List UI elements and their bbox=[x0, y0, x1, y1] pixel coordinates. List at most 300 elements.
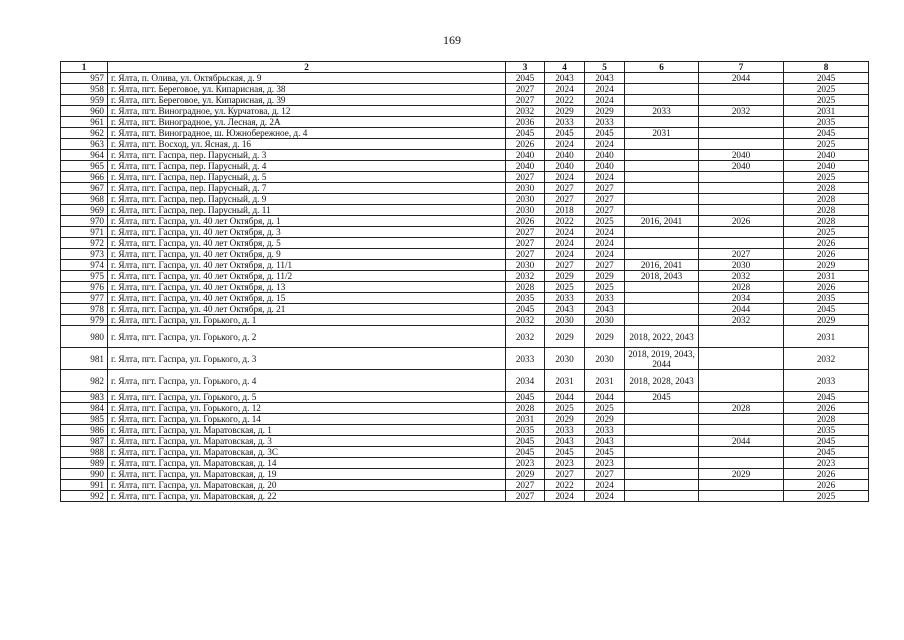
col8-cell: 2026 bbox=[784, 469, 869, 480]
col6-cell bbox=[625, 447, 699, 458]
row-number: 959 bbox=[61, 95, 108, 106]
row-number: 967 bbox=[61, 183, 108, 194]
row-number: 969 bbox=[61, 205, 108, 216]
col7-cell bbox=[699, 205, 784, 216]
address-cell: г. Ялта, пгт. Гаспра, ул. Горького, д. 5 bbox=[108, 392, 506, 403]
col3-cell: 2028 bbox=[506, 403, 545, 414]
col3-cell: 2036 bbox=[506, 117, 545, 128]
table-row bbox=[61, 392, 869, 403]
col3-cell: 2030 bbox=[506, 260, 545, 271]
col6-cell: 2033 bbox=[625, 106, 699, 117]
col3-cell: 2045 bbox=[506, 73, 545, 84]
table-row bbox=[61, 161, 869, 172]
address-cell: г. Ялта, пгт. Восход, ул. Ясная, д. 16 bbox=[108, 139, 506, 150]
table-row bbox=[61, 249, 869, 260]
col7-cell bbox=[699, 414, 784, 425]
column-header: 3 bbox=[506, 62, 545, 73]
col4-cell: 2027 bbox=[545, 194, 585, 205]
col8-cell: 2032 bbox=[784, 348, 869, 370]
col5-cell: 2027 bbox=[585, 183, 625, 194]
row-number: 971 bbox=[61, 227, 108, 238]
col5-cell: 2027 bbox=[585, 205, 625, 216]
col4-cell: 2043 bbox=[545, 73, 585, 84]
col5-cell: 2040 bbox=[585, 150, 625, 161]
col5-cell: 2029 bbox=[585, 414, 625, 425]
col4-cell: 2029 bbox=[545, 326, 585, 348]
table-row bbox=[61, 260, 869, 271]
address-cell: г. Ялта, пгт. Гаспра, ул. 40 лет Октября, д. 5 bbox=[108, 238, 506, 249]
col8-cell: 2026 bbox=[784, 282, 869, 293]
col8-cell: 2040 bbox=[784, 150, 869, 161]
table-row bbox=[61, 436, 869, 447]
col8-cell: 2035 bbox=[784, 425, 869, 436]
col5-cell: 2024 bbox=[585, 491, 625, 502]
col5-cell: 2045 bbox=[585, 128, 625, 139]
row-number: 957 bbox=[61, 73, 108, 84]
address-cell: г. Ялта, пгт. Гаспра, пер. Парусный, д. 9 bbox=[108, 194, 506, 205]
col8-cell: 2031 bbox=[784, 106, 869, 117]
row-number: 987 bbox=[61, 436, 108, 447]
col7-cell: 2032 bbox=[699, 271, 784, 282]
col3-cell: 2030 bbox=[506, 194, 545, 205]
col5-cell: 2043 bbox=[585, 73, 625, 84]
address-cell: г. Ялта, пгт. Гаспра, ул. 40 лет Октября, д. 15 bbox=[108, 293, 506, 304]
row-number: 983 bbox=[61, 392, 108, 403]
col3-cell: 2045 bbox=[506, 436, 545, 447]
column-header: 1 bbox=[61, 62, 108, 73]
row-number: 989 bbox=[61, 458, 108, 469]
table-row bbox=[61, 238, 869, 249]
table-row bbox=[61, 205, 869, 216]
col7-cell: 2032 bbox=[699, 315, 784, 326]
table-row bbox=[61, 425, 869, 436]
col6-cell: 2018, 2019, 2043, 2044 bbox=[625, 348, 699, 370]
col7-cell bbox=[699, 238, 784, 249]
row-number: 968 bbox=[61, 194, 108, 205]
col8-cell: 2028 bbox=[784, 414, 869, 425]
col6-cell bbox=[625, 282, 699, 293]
col4-cell: 2024 bbox=[545, 172, 585, 183]
col5-cell: 2033 bbox=[585, 117, 625, 128]
col6-cell: 2018, 2022, 2043 bbox=[625, 326, 699, 348]
row-number: 975 bbox=[61, 271, 108, 282]
col4-cell: 2022 bbox=[545, 216, 585, 227]
col4-cell: 2043 bbox=[545, 304, 585, 315]
address-cell: г. Ялта, пгт. Береговое, ул. Кипарисная, д. 38 bbox=[108, 84, 506, 95]
col7-cell bbox=[699, 183, 784, 194]
col4-cell: 2024 bbox=[545, 227, 585, 238]
col4-cell: 2024 bbox=[545, 491, 585, 502]
column-header: 4 bbox=[545, 62, 585, 73]
col4-cell: 2045 bbox=[545, 128, 585, 139]
col7-cell: 2044 bbox=[699, 304, 784, 315]
col6-cell: 2016, 2041 bbox=[625, 260, 699, 271]
col8-cell: 2026 bbox=[784, 238, 869, 249]
col3-cell: 2027 bbox=[506, 227, 545, 238]
col7-cell bbox=[699, 128, 784, 139]
table-row bbox=[61, 414, 869, 425]
col3-cell: 2027 bbox=[506, 491, 545, 502]
col5-cell: 2023 bbox=[585, 458, 625, 469]
col4-cell: 2024 bbox=[545, 139, 585, 150]
col4-cell: 2040 bbox=[545, 161, 585, 172]
col8-cell: 2035 bbox=[784, 117, 869, 128]
col3-cell: 2045 bbox=[506, 392, 545, 403]
col4-cell: 2027 bbox=[545, 469, 585, 480]
table-row bbox=[61, 403, 869, 414]
table-row bbox=[61, 183, 869, 194]
col4-cell: 2033 bbox=[545, 425, 585, 436]
col7-cell: 2026 bbox=[699, 216, 784, 227]
col3-cell: 2035 bbox=[506, 425, 545, 436]
row-number: 980 bbox=[61, 326, 108, 348]
col3-cell: 2026 bbox=[506, 139, 545, 150]
table-row bbox=[61, 106, 869, 117]
table-row bbox=[61, 172, 869, 183]
col8-cell: 2025 bbox=[784, 84, 869, 95]
col8-cell: 2028 bbox=[784, 205, 869, 216]
table-row bbox=[61, 348, 869, 370]
col5-cell: 2031 bbox=[585, 370, 625, 392]
col5-cell: 2030 bbox=[585, 315, 625, 326]
col3-cell: 2045 bbox=[506, 447, 545, 458]
row-number: 976 bbox=[61, 282, 108, 293]
column-header: 2 bbox=[108, 62, 506, 73]
col8-cell: 2026 bbox=[784, 403, 869, 414]
col5-cell: 2029 bbox=[585, 271, 625, 282]
col5-cell: 2043 bbox=[585, 304, 625, 315]
col4-cell: 2045 bbox=[545, 447, 585, 458]
col6-cell bbox=[625, 425, 699, 436]
column-header: 5 bbox=[585, 62, 625, 73]
table-row bbox=[61, 469, 869, 480]
address-cell: г. Ялта, пгт. Гаспра, ул. 40 лет Октября, д. 11/1 bbox=[108, 260, 506, 271]
col5-cell: 2043 bbox=[585, 436, 625, 447]
table-row bbox=[61, 491, 869, 502]
col6-cell bbox=[625, 150, 699, 161]
col8-cell: 2045 bbox=[784, 436, 869, 447]
col6-cell bbox=[625, 480, 699, 491]
col6-cell bbox=[625, 304, 699, 315]
col3-cell: 2032 bbox=[506, 315, 545, 326]
table-row bbox=[61, 117, 869, 128]
col8-cell: 2040 bbox=[784, 161, 869, 172]
col5-cell: 2024 bbox=[585, 172, 625, 183]
col7-cell bbox=[699, 227, 784, 238]
col4-cell: 2033 bbox=[545, 293, 585, 304]
col5-cell: 2024 bbox=[585, 139, 625, 150]
address-cell: г. Ялта, пгт. Гаспра, ул. 40 лет Октября, д. 1 bbox=[108, 216, 506, 227]
col7-cell: 2040 bbox=[699, 161, 784, 172]
col5-cell: 2024 bbox=[585, 249, 625, 260]
address-cell: г. Ялта, пгт. Гаспра, ул. 40 лет Октября, д. 13 bbox=[108, 282, 506, 293]
col8-cell: 2023 bbox=[784, 458, 869, 469]
col4-cell: 2025 bbox=[545, 403, 585, 414]
col3-cell: 2027 bbox=[506, 480, 545, 491]
table-row bbox=[61, 194, 869, 205]
col3-cell: 2023 bbox=[506, 458, 545, 469]
col7-cell bbox=[699, 458, 784, 469]
col4-cell: 2018 bbox=[545, 205, 585, 216]
col6-cell bbox=[625, 161, 699, 172]
col7-cell: 2032 bbox=[699, 106, 784, 117]
col7-cell: 2030 bbox=[699, 260, 784, 271]
row-number: 960 bbox=[61, 106, 108, 117]
col3-cell: 2032 bbox=[506, 326, 545, 348]
col7-cell: 2044 bbox=[699, 436, 784, 447]
col3-cell: 2027 bbox=[506, 238, 545, 249]
col4-cell: 2027 bbox=[545, 260, 585, 271]
address-cell: г. Ялта, пгт. Гаспра, ул. 40 лет Октября, д. 3 bbox=[108, 227, 506, 238]
col7-cell: 2027 bbox=[699, 249, 784, 260]
col8-cell: 2045 bbox=[784, 128, 869, 139]
col5-cell: 2024 bbox=[585, 480, 625, 491]
row-number: 970 bbox=[61, 216, 108, 227]
col3-cell: 2027 bbox=[506, 172, 545, 183]
col3-cell: 2035 bbox=[506, 293, 545, 304]
registry-table bbox=[60, 61, 869, 502]
col3-cell: 2033 bbox=[506, 348, 545, 370]
col8-cell: 2025 bbox=[784, 172, 869, 183]
address-cell: г. Ялта, пгт. Гаспра, пер. Парусный, д. 11 bbox=[108, 205, 506, 216]
address-cell: г. Ялта, пгт. Виноградное, ул. Курчатова, д. 12 bbox=[108, 106, 506, 117]
row-number: 978 bbox=[61, 304, 108, 315]
col4-cell: 2029 bbox=[545, 106, 585, 117]
address-cell: г. Ялта, пгт. Гаспра, ул. Маратовская, д. 22 bbox=[108, 491, 506, 502]
col7-cell: 2029 bbox=[699, 469, 784, 480]
col5-cell: 2024 bbox=[585, 84, 625, 95]
col7-cell bbox=[699, 326, 784, 348]
table-row bbox=[61, 227, 869, 238]
col5-cell: 2033 bbox=[585, 425, 625, 436]
col5-cell: 2029 bbox=[585, 326, 625, 348]
table-row bbox=[61, 458, 869, 469]
col4-cell: 2029 bbox=[545, 271, 585, 282]
col8-cell: 2025 bbox=[784, 139, 869, 150]
row-number: 985 bbox=[61, 414, 108, 425]
address-cell: г. Ялта, пгт. Гаспра, ул. 40 лет Октября, д. 11/2 bbox=[108, 271, 506, 282]
col5-cell: 2033 bbox=[585, 293, 625, 304]
col5-cell: 2024 bbox=[585, 95, 625, 106]
col3-cell: 2027 bbox=[506, 249, 545, 260]
col6-cell bbox=[625, 238, 699, 249]
header-row bbox=[61, 62, 869, 73]
col6-cell bbox=[625, 458, 699, 469]
col8-cell: 2026 bbox=[784, 480, 869, 491]
col6-cell bbox=[625, 249, 699, 260]
table-row bbox=[61, 480, 869, 491]
col7-cell bbox=[699, 491, 784, 502]
address-cell: г. Ялта, пгт. Гаспра, ул. Маратовская, д. 3С bbox=[108, 447, 506, 458]
col6-cell bbox=[625, 293, 699, 304]
col6-cell: 2016, 2041 bbox=[625, 216, 699, 227]
table-row bbox=[61, 447, 869, 458]
col6-cell bbox=[625, 194, 699, 205]
col7-cell bbox=[699, 194, 784, 205]
col7-cell: 2040 bbox=[699, 150, 784, 161]
address-cell: г. Ялта, пгт. Гаспра, ул. Горького, д. 12 bbox=[108, 403, 506, 414]
col6-cell: 2031 bbox=[625, 128, 699, 139]
table-row bbox=[61, 216, 869, 227]
col7-cell bbox=[699, 348, 784, 370]
col5-cell: 2027 bbox=[585, 469, 625, 480]
col8-cell: 2025 bbox=[784, 491, 869, 502]
col5-cell: 2030 bbox=[585, 348, 625, 370]
row-number: 992 bbox=[61, 491, 108, 502]
col3-cell: 2034 bbox=[506, 370, 545, 392]
col4-cell: 2024 bbox=[545, 249, 585, 260]
col3-cell: 2027 bbox=[506, 95, 545, 106]
col4-cell: 2040 bbox=[545, 150, 585, 161]
col7-cell bbox=[699, 370, 784, 392]
col8-cell: 2045 bbox=[784, 392, 869, 403]
address-cell: г. Ялта, пгт. Виноградное, ул. Лесная, д. 2А bbox=[108, 117, 506, 128]
col5-cell: 2027 bbox=[585, 260, 625, 271]
col5-cell: 2029 bbox=[585, 106, 625, 117]
col4-cell: 2029 bbox=[545, 414, 585, 425]
row-number: 961 bbox=[61, 117, 108, 128]
col6-cell bbox=[625, 227, 699, 238]
col3-cell: 2027 bbox=[506, 84, 545, 95]
col7-cell bbox=[699, 84, 784, 95]
col3-cell: 2030 bbox=[506, 183, 545, 194]
table-row bbox=[61, 326, 869, 348]
row-number: 972 bbox=[61, 238, 108, 249]
address-cell: г. Ялта, пгт. Гаспра, пер. Парусный, д. 5 bbox=[108, 172, 506, 183]
row-number: 991 bbox=[61, 480, 108, 491]
col8-cell: 2033 bbox=[784, 370, 869, 392]
address-cell: г. Ялта, пгт. Гаспра, ул. Маратовская, д. 14 bbox=[108, 458, 506, 469]
col4-cell: 2030 bbox=[545, 348, 585, 370]
table-row bbox=[61, 271, 869, 282]
col7-cell bbox=[699, 139, 784, 150]
col3-cell: 2028 bbox=[506, 282, 545, 293]
col3-cell: 2032 bbox=[506, 271, 545, 282]
col3-cell: 2029 bbox=[506, 469, 545, 480]
column-header: 7 bbox=[699, 62, 784, 73]
address-cell: г. Ялта, пгт. Гаспра, ул. Горького, д. 14 bbox=[108, 414, 506, 425]
col5-cell: 2025 bbox=[585, 216, 625, 227]
col7-cell bbox=[699, 425, 784, 436]
col5-cell: 2045 bbox=[585, 447, 625, 458]
col4-cell: 2044 bbox=[545, 392, 585, 403]
column-header: 8 bbox=[784, 62, 869, 73]
col3-cell: 2030 bbox=[506, 205, 545, 216]
address-cell: г. Ялта, пгт. Гаспра, ул. 40 лет Октября, д. 21 bbox=[108, 304, 506, 315]
address-cell: г. Ялта, пгт. Береговое, ул. Кипарисная, д. 39 bbox=[108, 95, 506, 106]
col8-cell: 2028 bbox=[784, 194, 869, 205]
col6-cell bbox=[625, 469, 699, 480]
col8-cell: 2029 bbox=[784, 260, 869, 271]
col7-cell bbox=[699, 117, 784, 128]
row-number: 964 bbox=[61, 150, 108, 161]
col5-cell: 2040 bbox=[585, 161, 625, 172]
col8-cell: 2025 bbox=[784, 227, 869, 238]
col6-cell bbox=[625, 172, 699, 183]
row-number: 990 bbox=[61, 469, 108, 480]
col7-cell bbox=[699, 172, 784, 183]
col5-cell: 2027 bbox=[585, 194, 625, 205]
col4-cell: 2033 bbox=[545, 117, 585, 128]
col4-cell: 2022 bbox=[545, 480, 585, 491]
col6-cell bbox=[625, 73, 699, 84]
address-cell: г. Ялта, пгт. Гаспра, ул. Горького, д. 1 bbox=[108, 315, 506, 326]
table-row bbox=[61, 84, 869, 95]
col5-cell: 2025 bbox=[585, 403, 625, 414]
col7-cell bbox=[699, 392, 784, 403]
row-number: 973 bbox=[61, 249, 108, 260]
table-row bbox=[61, 304, 869, 315]
col6-cell bbox=[625, 84, 699, 95]
col8-cell: 2028 bbox=[784, 216, 869, 227]
col6-cell bbox=[625, 205, 699, 216]
table-body bbox=[61, 73, 869, 502]
address-cell: г. Ялта, пгт. Гаспра, ул. Горького, д. 4 bbox=[108, 370, 506, 392]
col8-cell: 2029 bbox=[784, 315, 869, 326]
col8-cell: 2035 bbox=[784, 293, 869, 304]
row-number: 982 bbox=[61, 370, 108, 392]
col3-cell: 2031 bbox=[506, 414, 545, 425]
col6-cell bbox=[625, 183, 699, 194]
table-row bbox=[61, 315, 869, 326]
table-row bbox=[61, 150, 869, 161]
row-number: 979 bbox=[61, 315, 108, 326]
col7-cell bbox=[699, 447, 784, 458]
col6-cell bbox=[625, 403, 699, 414]
col3-cell: 2040 bbox=[506, 161, 545, 172]
col8-cell: 2045 bbox=[784, 73, 869, 84]
address-cell: г. Ялта, пгт. Гаспра, ул. Маратовская, д. 3 bbox=[108, 436, 506, 447]
column-header: 6 bbox=[625, 62, 699, 73]
col8-cell: 2031 bbox=[784, 271, 869, 282]
row-number: 984 bbox=[61, 403, 108, 414]
col3-cell: 2026 bbox=[506, 216, 545, 227]
col3-cell: 2045 bbox=[506, 128, 545, 139]
row-number: 986 bbox=[61, 425, 108, 436]
col3-cell: 2045 bbox=[506, 304, 545, 315]
col7-cell bbox=[699, 480, 784, 491]
address-cell: г. Ялта, пгт. Виноградное, ш. Южнобережное, д. 4 bbox=[108, 128, 506, 139]
table-row bbox=[61, 128, 869, 139]
col3-cell: 2032 bbox=[506, 106, 545, 117]
row-number: 966 bbox=[61, 172, 108, 183]
row-number: 977 bbox=[61, 293, 108, 304]
row-number: 988 bbox=[61, 447, 108, 458]
col5-cell: 2024 bbox=[585, 238, 625, 249]
address-cell: г. Ялта, пгт. Гаспра, ул. Маратовская, д. 20 bbox=[108, 480, 506, 491]
col4-cell: 2024 bbox=[545, 84, 585, 95]
col4-cell: 2025 bbox=[545, 282, 585, 293]
col4-cell: 2031 bbox=[545, 370, 585, 392]
col6-cell: 2018, 2043 bbox=[625, 271, 699, 282]
col6-cell bbox=[625, 436, 699, 447]
col5-cell: 2044 bbox=[585, 392, 625, 403]
col8-cell: 2031 bbox=[784, 326, 869, 348]
col4-cell: 2022 bbox=[545, 95, 585, 106]
col3-cell: 2040 bbox=[506, 150, 545, 161]
col8-cell: 2045 bbox=[784, 304, 869, 315]
col6-cell: 2045 bbox=[625, 392, 699, 403]
col6-cell bbox=[625, 315, 699, 326]
col4-cell: 2024 bbox=[545, 238, 585, 249]
address-cell: г. Ялта, пгт. Гаспра, пер. Парусный, д. 3 bbox=[108, 150, 506, 161]
address-cell: г. Ялта, пгт. Гаспра, ул. Маратовская, д. 19 bbox=[108, 469, 506, 480]
table-row bbox=[61, 139, 869, 150]
col5-cell: 2025 bbox=[585, 282, 625, 293]
address-cell: г. Ялта, пгт. Гаспра, ул. Горького, д. 2 bbox=[108, 326, 506, 348]
row-number: 963 bbox=[61, 139, 108, 150]
col7-cell: 2028 bbox=[699, 403, 784, 414]
